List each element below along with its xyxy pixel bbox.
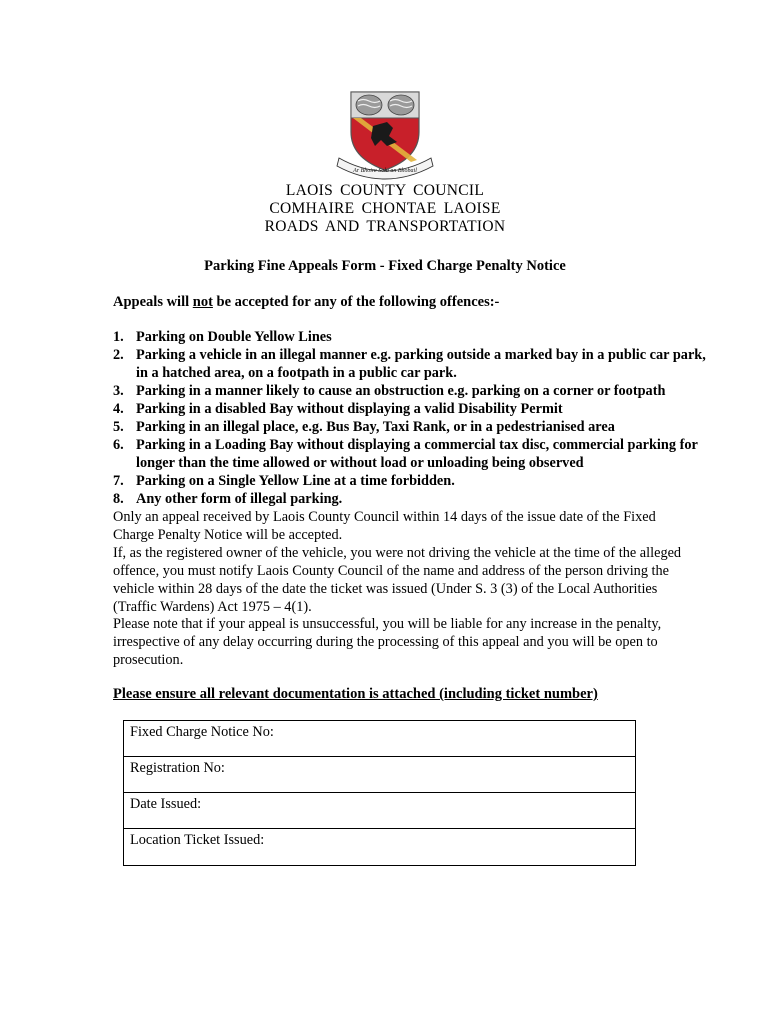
- ticket-details-table: [123, 720, 636, 866]
- list-item-number: 8.: [113, 491, 124, 507]
- intro-text-start: Appeals will: [113, 294, 193, 310]
- list-item-number: 3.: [113, 383, 124, 399]
- location-field[interactable]: [124, 829, 635, 865]
- liability-paragraph: Please note that if your appeal is unsuccessful, you will be liable for any increase in the penalty, irrespective of any delay occurring during the processing of this appeal and you will be open to prosecution.: [113, 616, 662, 668]
- council-name-en: LAOIS COUNTY COUNCIL: [285, 182, 485, 199]
- list-item-number: 1.: [113, 329, 124, 345]
- notice-number-field[interactable]: [124, 721, 635, 757]
- registration-number-label: Registration No:: [130, 760, 225, 776]
- list-item-text: Parking a vehicle in an illegal manner e.g. parking outside a marked bay in a public car park, in a hatched area, on a footpath in a public car park.: [136, 347, 706, 381]
- intro-text-end: be accepted for any of the following offences:-: [212, 294, 500, 310]
- documentation-note: Please ensure all relevant documentation is attached (including ticket number): [113, 686, 598, 702]
- list-item: [113, 400, 713, 418]
- offences-list: [113, 328, 713, 508]
- list-item: [113, 436, 713, 472]
- offences-intro: [113, 294, 499, 311]
- list-item-text: Parking on a Single Yellow Line at a time forbidden.: [136, 473, 455, 489]
- list-item-text: Any other form of illegal parking.: [136, 491, 343, 507]
- list-item-text: Parking on Double Yellow Lines: [136, 329, 332, 345]
- department-name: ROADS AND TRANSPORTATION: [264, 218, 506, 235]
- list-item-text: Parking in a Loading Bay without displaying a commercial tax disc, commercial parking for longer than the time allowed or without load or unloading being observed: [136, 437, 698, 471]
- list-item-number: 2.: [113, 347, 124, 363]
- svg-text:Ar Bhoire Sola an Bhobail: Ar Bhoire Sola an Bhobail: [353, 168, 417, 174]
- list-item: [113, 472, 713, 490]
- date-issued-label: Date Issued:: [130, 796, 202, 812]
- list-item: [113, 346, 713, 382]
- list-item-number: 6.: [113, 437, 124, 453]
- list-item: [113, 328, 713, 346]
- list-item-text: Parking in an illegal place, e.g. Bus Bay, Taxi Rank, or in a pedestrianised area: [136, 419, 615, 435]
- list-item: [113, 490, 713, 508]
- time-limit-paragraph: Only an appeal received by Laois County Council within 14 days of the issue date of the Fixed Charge Penalty Notice will be accepted.: [113, 509, 656, 543]
- list-item-text: Parking in a manner likely to cause an obstruction e.g. parking on a corner or footpath: [136, 383, 666, 399]
- date-issued-field[interactable]: [124, 793, 635, 829]
- location-label: Location Ticket Issued:: [130, 832, 265, 848]
- list-item-number: 5.: [113, 419, 124, 435]
- intro-emphasis: not: [192, 294, 213, 310]
- list-item-text: Parking in a disabled Bay without displaying a valid Disability Permit: [136, 401, 563, 417]
- council-name-ga: COMHAIRE CHONTAE LAOISE: [269, 200, 501, 217]
- list-item-number: 7.: [113, 473, 124, 489]
- list-item: [113, 382, 713, 400]
- list-item-number: 4.: [113, 401, 124, 417]
- owner-notice-paragraph: If, as the registered owner of the vehicle, you were not driving the vehicle at the time of the alleged offence, you must notify Laois County Council of the name and address of the person driving the vehicle within 28 days of the date the ticket was issued (Under S. 3 (3) of the Local Authorities (Traffic Wardens) Act 1975 – 4(1).: [113, 545, 682, 615]
- form-title: Parking Fine Appeals Form - Fixed Charge Penalty Notice: [204, 258, 566, 274]
- list-item: [113, 418, 713, 436]
- notice-number-label: Fixed Charge Notice No:: [130, 724, 274, 740]
- county-crest-logo: [331, 88, 439, 180]
- registration-number-field[interactable]: [124, 757, 635, 793]
